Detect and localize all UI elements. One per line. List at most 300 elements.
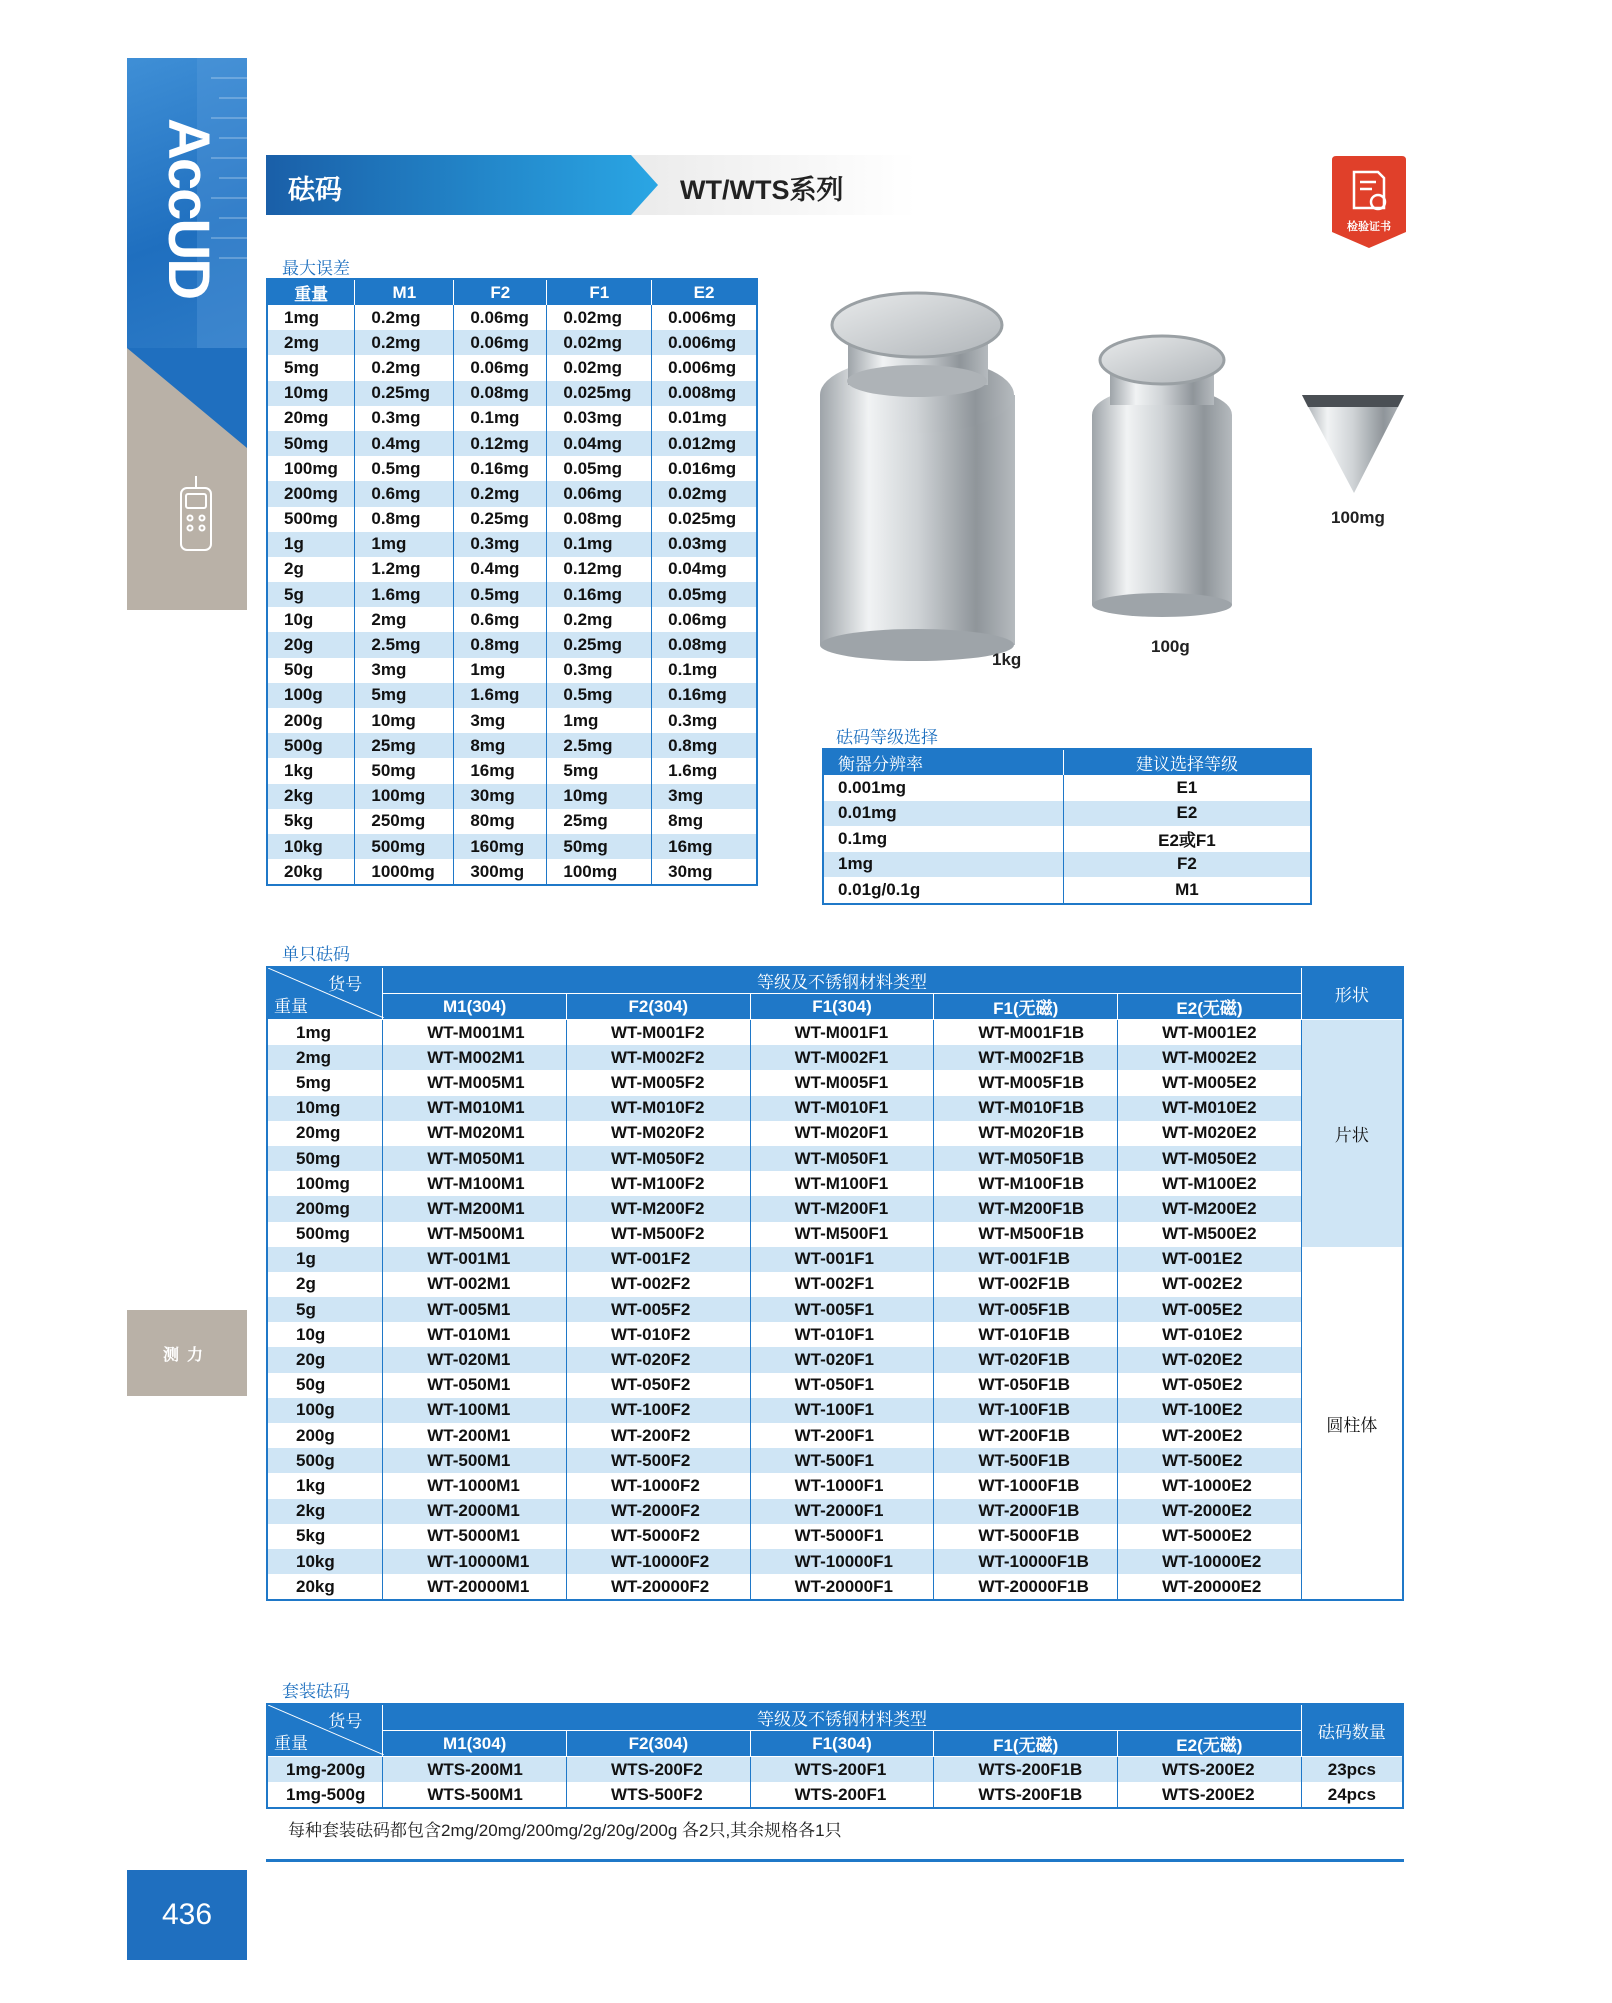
table-cell: 2.5mg <box>547 733 652 758</box>
table-cell: 20g <box>267 632 355 657</box>
table-cell: WT-M050F2 <box>566 1146 750 1171</box>
table-cell: 0.06mg <box>454 305 547 330</box>
table-cell: 10mg <box>547 784 652 809</box>
table-cell: WTS-200F1B <box>934 1782 1118 1808</box>
weight-1kg-label: 1kg <box>992 650 1022 669</box>
table-cell: WT-001F1 <box>750 1247 934 1272</box>
weight-100g-label: 100g <box>1151 637 1190 656</box>
table-cell: WT-20000M1 <box>383 1574 567 1600</box>
table-cell: 0.2mg <box>355 330 454 355</box>
table-cell: WT-002F1 <box>750 1272 934 1297</box>
sets-group-header: 等级及不锈钢材料类型 <box>383 1704 1301 1731</box>
table-cell: 0.006mg <box>652 355 757 380</box>
table-cell: 500mg <box>267 1222 383 1247</box>
table-row <box>823 826 1311 852</box>
brand-spine <box>127 58 247 348</box>
table-cell: 20mg <box>267 406 355 431</box>
table-cell: 0.006mg <box>652 305 757 330</box>
table-cell: 0.8mg <box>454 632 547 657</box>
table-cell: 1g <box>267 1247 383 1272</box>
table-row <box>267 758 757 783</box>
table-cell: 2.5mg <box>355 632 454 657</box>
table-cell: E2或F1 <box>1063 826 1311 852</box>
table-cell: 0.04mg <box>547 431 652 456</box>
table-cell: WT-M020F1B <box>934 1121 1118 1146</box>
table-cell: WT-050F1B <box>934 1373 1118 1398</box>
table-cell: 0.25mg <box>454 507 547 532</box>
table-row <box>267 305 757 330</box>
table-cell: 1.6mg <box>652 758 757 783</box>
table-cell: WT-5000F1B <box>934 1524 1118 1549</box>
table-cell: 2mg <box>355 607 454 632</box>
table-cell: 0.016mg <box>652 456 757 481</box>
table-cell: 0.1mg <box>823 826 1063 852</box>
bottom-rule <box>266 1859 1404 1862</box>
table-cell: 5g <box>267 582 355 607</box>
table-cell: 5kg <box>267 809 355 834</box>
table-cell: 30mg <box>454 784 547 809</box>
table-cell: 0.6mg <box>355 481 454 506</box>
table-cell: 100g <box>267 683 355 708</box>
table-cell: WT-M005F2 <box>566 1070 750 1095</box>
table-cell: WT-10000F2 <box>566 1549 750 1574</box>
table-cell: WT-020F1 <box>750 1347 934 1372</box>
table-cell: 1mg <box>355 532 454 557</box>
table-row <box>267 1347 1403 1372</box>
single-group-header: 等级及不锈钢材料类型 <box>383 967 1302 994</box>
table-cell: WT-M005F1 <box>750 1070 934 1095</box>
table-cell: WT-2000F2 <box>566 1499 750 1524</box>
table-cell: 0.08mg <box>547 507 652 532</box>
table-cell: WT-020F2 <box>566 1347 750 1372</box>
table-cell: 25mg <box>547 809 652 834</box>
table-cell: 5mg <box>355 683 454 708</box>
table-cell: WT-2000E2 <box>1118 1499 1302 1524</box>
table-cell: 0.1mg <box>547 532 652 557</box>
table-cell: WT-002E2 <box>1118 1272 1302 1297</box>
table-row <box>823 852 1311 878</box>
sets-col-header: E2(无磁) <box>1118 1731 1302 1757</box>
table-cell: WTS-200E2 <box>1118 1782 1302 1808</box>
table-cell: 1g <box>267 532 355 557</box>
page-number: 436 <box>127 1870 247 1960</box>
table-row <box>267 658 757 683</box>
table-cell: 20kg <box>267 859 355 885</box>
table-cell: WT-100F1B <box>934 1398 1118 1423</box>
max-error-col-header: E2 <box>652 279 757 305</box>
weight-1kg-icon <box>820 293 1015 661</box>
sets-corner-bottom: 重量 <box>274 1734 308 1753</box>
table-cell: WT-2000M1 <box>383 1499 567 1524</box>
table-cell: 0.006mg <box>652 330 757 355</box>
table-row <box>267 683 757 708</box>
table-cell: 300mg <box>454 859 547 885</box>
table-row <box>823 877 1311 904</box>
table-cell: WT-050F2 <box>566 1373 750 1398</box>
table-cell: 0.2mg <box>454 481 547 506</box>
sets-count-header: 砝码数量 <box>1301 1704 1403 1757</box>
table-cell: 0.01mg <box>652 406 757 431</box>
table-cell: WT-M200E2 <box>1118 1196 1302 1221</box>
table-row <box>267 1297 1403 1322</box>
table-cell: 2kg <box>267 1499 383 1524</box>
table-cell: 0.8mg <box>355 507 454 532</box>
table-cell: WT-10000M1 <box>383 1549 567 1574</box>
table-row <box>267 1473 1403 1498</box>
table-row <box>267 632 757 657</box>
table-row <box>267 532 757 557</box>
table-cell: WT-M002F1 <box>750 1045 934 1070</box>
table-cell: WT-M005F1B <box>934 1070 1118 1095</box>
table-cell: 5kg <box>267 1524 383 1549</box>
table-cell: 0.12mg <box>454 431 547 456</box>
table-cell: WT-M050E2 <box>1118 1146 1302 1171</box>
table-cell: WT-200F1B <box>934 1423 1118 1448</box>
table-cell: WT-M020F2 <box>566 1121 750 1146</box>
table-cell: 0.6mg <box>454 607 547 632</box>
sets-note: 每种套装砝码都包含2mg/20mg/200mg/2g/20g/200g 各2只,其余规格各1只 <box>288 1821 842 1840</box>
table-row <box>267 1524 1403 1549</box>
table-cell: 1.6mg <box>454 683 547 708</box>
table-cell: WT-M001F1B <box>934 1020 1118 1046</box>
table-cell: 0.05mg <box>652 582 757 607</box>
table-row <box>267 406 757 431</box>
table-cell: 1.2mg <box>355 557 454 582</box>
table-cell: WT-M010M1 <box>383 1096 567 1121</box>
table-cell: WT-M002E2 <box>1118 1045 1302 1070</box>
table-row <box>267 381 757 406</box>
table-row <box>267 1549 1403 1574</box>
table-cell: 5g <box>267 1297 383 1322</box>
certificate-badge <box>1332 156 1406 248</box>
table-cell: 0.16mg <box>547 582 652 607</box>
table-row <box>267 1499 1403 1524</box>
table-cell: WT-M200F1B <box>934 1196 1118 1221</box>
table-row <box>267 1373 1403 1398</box>
table-cell: 24pcs <box>1301 1782 1403 1808</box>
table-cell: WT-100M1 <box>383 1398 567 1423</box>
table-cell: WT-500M1 <box>383 1448 567 1473</box>
table-cell: WT-M020F1 <box>750 1121 934 1146</box>
table-cell: 0.5mg <box>547 683 652 708</box>
table-cell: 0.2mg <box>547 607 652 632</box>
certificate-label: 检验证书 <box>1347 221 1391 233</box>
table-cell: 10g <box>267 607 355 632</box>
table-cell: WT-M050M1 <box>383 1146 567 1171</box>
table-cell: 2g <box>267 557 355 582</box>
table-cell: 0.2mg <box>355 305 454 330</box>
table-cell: WTS-200F1 <box>750 1782 934 1808</box>
single-col-header: F1(304) <box>750 994 934 1020</box>
table-cell: 100mg <box>547 859 652 885</box>
table-cell: WT-2000F1B <box>934 1499 1118 1524</box>
table-cell: WTS-200E2 <box>1118 1757 1302 1783</box>
table-cell: WT-001M1 <box>383 1247 567 1272</box>
table-cell: WT-005F1B <box>934 1297 1118 1322</box>
table-row <box>823 775 1311 801</box>
table-cell: 50g <box>267 1373 383 1398</box>
table-cell: 2mg <box>267 1045 383 1070</box>
table-cell: WT-500F2 <box>566 1448 750 1473</box>
table-cell: WT-M010F2 <box>566 1096 750 1121</box>
table-cell: WT-M010E2 <box>1118 1096 1302 1121</box>
table-row <box>267 481 757 506</box>
table-cell: 500mg <box>267 507 355 532</box>
table-cell: 0.08mg <box>454 381 547 406</box>
table-cell: WT-M005M1 <box>383 1070 567 1095</box>
single-corner-header <box>267 967 383 1020</box>
table-cell: WT-050M1 <box>383 1373 567 1398</box>
spine-product-panel <box>127 348 247 610</box>
max-error-col-header: F1 <box>547 279 652 305</box>
table-cell: 0.25mg <box>547 632 652 657</box>
table-cell: WT-1000M1 <box>383 1473 567 1498</box>
table-cell: WT-M500E2 <box>1118 1222 1302 1247</box>
weight-100mg-label: 100mg <box>1331 508 1385 527</box>
table-row <box>267 1070 1403 1095</box>
table-cell: WT-010M1 <box>383 1322 567 1347</box>
table-cell: 0.16mg <box>454 456 547 481</box>
table-cell: WTS-500F2 <box>567 1782 751 1808</box>
table-cell: 200mg <box>267 1196 383 1221</box>
table-cell: 0.02mg <box>652 481 757 506</box>
table-cell: WT-M002F1B <box>934 1045 1118 1070</box>
table-cell: 0.4mg <box>454 557 547 582</box>
table-cell: WT-100F1 <box>750 1398 934 1423</box>
grade-select-table <box>822 748 1312 905</box>
table-cell: WT-M050F1B <box>934 1146 1118 1171</box>
table-cell: 0.16mg <box>652 683 757 708</box>
table-row <box>267 1322 1403 1347</box>
table-cell: 10g <box>267 1322 383 1347</box>
table-row <box>267 1782 1403 1808</box>
table-cell: 5mg <box>267 355 355 380</box>
table-cell: 200g <box>267 1423 383 1448</box>
table-cell: WT-100F2 <box>566 1398 750 1423</box>
table-cell: WT-1000E2 <box>1118 1473 1302 1498</box>
max-error-title: 最大误差 <box>282 259 350 278</box>
table-cell: 0.06mg <box>454 355 547 380</box>
table-cell: 1mg <box>454 658 547 683</box>
table-cell: 20kg <box>267 1574 383 1600</box>
table-cell: WT-M010F1 <box>750 1096 934 1121</box>
table-cell: 10kg <box>267 834 355 859</box>
table-cell: WT-M001M1 <box>383 1020 567 1046</box>
table-cell: F2 <box>1063 852 1311 878</box>
table-cell: WT-002F1B <box>934 1272 1118 1297</box>
table-cell: WT-M050F1 <box>750 1146 934 1171</box>
table-cell: WT-M010F1B <box>934 1096 1118 1121</box>
single-weights-table <box>266 966 1404 1601</box>
table-cell: WTS-200F1B <box>934 1757 1118 1783</box>
table-cell: 0.4mg <box>355 431 454 456</box>
table-cell: WT-M002F2 <box>566 1045 750 1070</box>
table-cell: 500g <box>267 733 355 758</box>
table-cell: WT-2000F1 <box>750 1499 934 1524</box>
table-cell: 500g <box>267 1448 383 1473</box>
table-row <box>267 809 757 834</box>
table-cell: WTS-200F2 <box>567 1757 751 1783</box>
table-cell: 20mg <box>267 1121 383 1146</box>
table-cell: WT-M020E2 <box>1118 1121 1302 1146</box>
single-col-header: M1(304) <box>383 994 567 1020</box>
table-row <box>267 1398 1403 1423</box>
table-cell: 10kg <box>267 1549 383 1574</box>
table-row <box>267 1247 1403 1272</box>
table-cell: WT-200F2 <box>566 1423 750 1448</box>
table-cell: WT-M002M1 <box>383 1045 567 1070</box>
table-row <box>267 1222 1403 1247</box>
table-cell: 10mg <box>267 1096 383 1121</box>
table-row <box>267 733 757 758</box>
table-cell: WT-020E2 <box>1118 1347 1302 1372</box>
table-cell: 0.01g/0.1g <box>823 877 1063 904</box>
table-cell: WT-M200F1 <box>750 1196 934 1221</box>
table-cell: 0.025mg <box>547 381 652 406</box>
table-cell: 2kg <box>267 784 355 809</box>
table-cell: 10mg <box>355 708 454 733</box>
table-cell: WT-5000E2 <box>1118 1524 1302 1549</box>
table-cell: WT-1000F2 <box>566 1473 750 1498</box>
table-cell: WTS-200F1 <box>750 1757 934 1783</box>
table-cell: 8mg <box>652 809 757 834</box>
table-row <box>267 1171 1403 1196</box>
table-cell: 0.06mg <box>547 481 652 506</box>
table-cell: WT-001F2 <box>566 1247 750 1272</box>
table-cell: WTS-200M1 <box>383 1757 567 1783</box>
table-cell: WT-M001F1 <box>750 1020 934 1046</box>
table-cell: 0.8mg <box>652 733 757 758</box>
sets-corner-header <box>267 1704 383 1757</box>
table-cell: 2mg <box>267 330 355 355</box>
table-row <box>267 708 757 733</box>
table-row <box>267 355 757 380</box>
table-cell: WT-010F1 <box>750 1322 934 1347</box>
table-cell: 30mg <box>652 859 757 885</box>
table-cell: WT-M005E2 <box>1118 1070 1302 1095</box>
table-cell: 160mg <box>454 834 547 859</box>
table-cell: 0.001mg <box>823 775 1063 801</box>
table-cell: 0.12mg <box>547 557 652 582</box>
table-row <box>267 859 757 885</box>
table-cell: WT-10000F1 <box>750 1549 934 1574</box>
table-cell: 0.012mg <box>652 431 757 456</box>
series-title: WT/WTS系列 <box>680 175 844 205</box>
table-row <box>267 607 757 632</box>
single-title: 单只砝码 <box>282 945 350 964</box>
table-cell: 0.25mg <box>355 381 454 406</box>
table-cell: 0.08mg <box>652 632 757 657</box>
table-cell: WT-005E2 <box>1118 1297 1302 1322</box>
table-cell: E2 <box>1063 801 1311 827</box>
table-cell: 50mg <box>267 1146 383 1171</box>
table-cell: WT-M100M1 <box>383 1171 567 1196</box>
table-row <box>267 1196 1403 1221</box>
table-cell: WT-M100F2 <box>566 1171 750 1196</box>
table-cell: 1mg <box>267 1020 383 1046</box>
table-row <box>267 507 757 532</box>
max-error-col-header: F2 <box>454 279 547 305</box>
table-cell: WT-020M1 <box>383 1347 567 1372</box>
table-cell: 0.03mg <box>547 406 652 431</box>
single-corner-top: 货号 <box>328 975 363 994</box>
table-cell: 100mg <box>355 784 454 809</box>
table-cell: WT-M001E2 <box>1118 1020 1302 1046</box>
table-cell: 16mg <box>454 758 547 783</box>
table-row <box>267 330 757 355</box>
table-cell: 3mg <box>355 658 454 683</box>
table-cell: 50mg <box>547 834 652 859</box>
table-cell: WT-100E2 <box>1118 1398 1302 1423</box>
table-cell: 3mg <box>454 708 547 733</box>
table-cell: WT-5000F1 <box>750 1524 934 1549</box>
table-row <box>267 834 757 859</box>
table-cell: 0.3mg <box>547 658 652 683</box>
table-cell: 1mg <box>547 708 652 733</box>
table-cell: 0.05mg <box>547 456 652 481</box>
table-cell: WT-M500M1 <box>383 1222 567 1247</box>
table-cell: WT-1000F1 <box>750 1473 934 1498</box>
grade-select-title: 砝码等级选择 <box>836 728 938 747</box>
table-cell: WT-020F1B <box>934 1347 1118 1372</box>
max-error-col-header: M1 <box>355 279 454 305</box>
table-cell: WT-5000F2 <box>566 1524 750 1549</box>
table-row <box>267 456 757 481</box>
table-cell: WT-20000E2 <box>1118 1574 1302 1600</box>
table-cell: 0.02mg <box>547 330 652 355</box>
table-cell: 1.6mg <box>355 582 454 607</box>
table-cell: 0.3mg <box>355 406 454 431</box>
table-cell: 0.3mg <box>652 708 757 733</box>
table-cell: WT-5000M1 <box>383 1524 567 1549</box>
table-cell: 16mg <box>652 834 757 859</box>
sets-col-header: F1(304) <box>750 1731 934 1757</box>
table-cell: WT-M020M1 <box>383 1121 567 1146</box>
force-gauge-icon <box>127 348 247 610</box>
table-cell: 10mg <box>267 381 355 406</box>
table-cell: WT-050E2 <box>1118 1373 1302 1398</box>
table-cell: 0.02mg <box>547 355 652 380</box>
table-cell: WT-050F1 <box>750 1373 934 1398</box>
table-cell: WT-20000F1 <box>750 1574 934 1600</box>
shape-cylinder-cell: 圆柱体 <box>1301 1247 1403 1601</box>
table-cell: 0.06mg <box>454 330 547 355</box>
table-cell: 0.025mg <box>652 507 757 532</box>
table-cell: WT-M100F1 <box>750 1171 934 1196</box>
table-cell: WT-1000F1B <box>934 1473 1118 1498</box>
table-cell: 1kg <box>267 758 355 783</box>
table-row <box>267 1096 1403 1121</box>
table-cell: WT-500F1 <box>750 1448 934 1473</box>
table-cell: 1kg <box>267 1473 383 1498</box>
table-cell: 1mg <box>823 852 1063 878</box>
table-cell: 200mg <box>267 481 355 506</box>
table-cell: 0.04mg <box>652 557 757 582</box>
table-cell: WT-M100E2 <box>1118 1171 1302 1196</box>
table-cell: 0.5mg <box>454 582 547 607</box>
sets-corner-top: 货号 <box>328 1712 363 1731</box>
table-cell: WT-010F2 <box>566 1322 750 1347</box>
table-cell: 0.02mg <box>547 305 652 330</box>
table-cell: WT-M100F1B <box>934 1171 1118 1196</box>
table-row <box>267 431 757 456</box>
table-row <box>267 1146 1403 1171</box>
table-cell: WT-M500F1B <box>934 1222 1118 1247</box>
table-row <box>267 1448 1403 1473</box>
table-cell: 500mg <box>355 834 454 859</box>
table-cell: 100mg <box>267 456 355 481</box>
grade-col-header: 建议选择等级 <box>1063 749 1311 775</box>
